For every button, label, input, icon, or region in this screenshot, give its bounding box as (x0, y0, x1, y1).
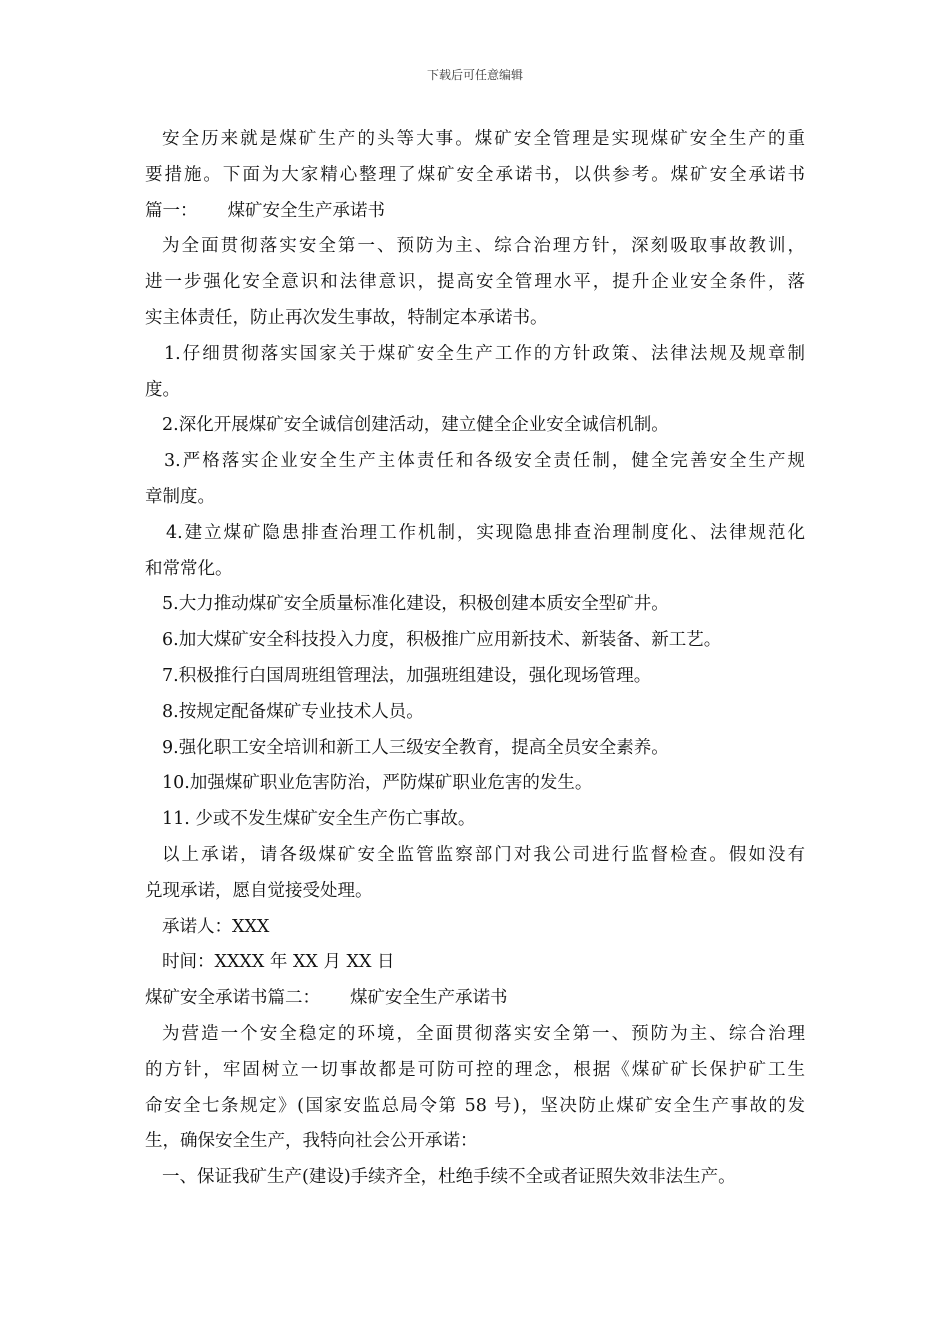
text-line (145, 802, 805, 838)
text-line (145, 1089, 805, 1125)
text-line (145, 1053, 805, 1089)
text-line (145, 945, 805, 981)
text-line (145, 408, 805, 444)
line-text: 为全面贯彻落实安全第一、预防为主、综合治理方针，深刻吸取事故教训， (162, 236, 805, 257)
text-line (145, 301, 805, 337)
text-line (145, 623, 805, 659)
section-heading (145, 194, 805, 230)
line-text: 章制度。 (145, 486, 215, 507)
text-line (145, 516, 805, 552)
text-line (145, 731, 805, 767)
line-text: 一、保证我矿生产(建设)手续齐全，杜绝手续不全或者证照失效非法生产。 (162, 1167, 736, 1188)
text-line (145, 838, 805, 874)
text-line (145, 122, 805, 158)
line-text: 安全历来就是煤矿生产的头等大事。煤矿安全管理是实现煤矿安全生产的重 (162, 129, 805, 149)
line-text: 1.仔细贯彻落实国家关于煤矿安全生产工作的方针政策、法律法规及规章制 (164, 343, 805, 364)
heading-title: 煤矿安全生产承诺书 (350, 988, 508, 1009)
line-text: 为营造一个安全稳定的环境，全面贯彻落实安全第一、预防为主、综合治理 (162, 1023, 805, 1044)
text-line (145, 1017, 805, 1053)
line-text: 要措施。下面为大家精心整理了煤矿安全承诺书，以供参考。煤矿安全承诺书 (145, 164, 805, 185)
line-text: 承诺人：XXX (162, 916, 270, 937)
line-text: 篇一： (145, 200, 198, 221)
heading-title: 煤矿安全生产承诺书 (227, 200, 385, 221)
line-text: 8.按规定配备煤矿专业技术人员。 (162, 701, 424, 722)
text-line (145, 659, 805, 695)
line-text: 3.严格落实企业安全生产主体责任和各级安全责任制，健全完善安全生产规 (164, 451, 805, 472)
line-text: 6.加大煤矿安全科技投入力度，积极推广应用新技术、新装备、新工艺。 (162, 630, 722, 651)
line-text: 11. 少或不发生煤矿安全生产伤亡事故。 (162, 809, 476, 830)
line-text: 2.深化开展煤矿安全诚信创建活动，建立健全企业安全诚信机制。 (162, 415, 669, 436)
text-line (145, 444, 805, 480)
line-text: 时间：XXXX 年 XX 月 XX 日 (162, 952, 395, 973)
line-text: 兑现承诺，愿自觉接受处理。 (145, 880, 373, 901)
text-line (145, 587, 805, 623)
line-text: 度。 (145, 379, 180, 400)
text-line (145, 874, 805, 910)
text-line (145, 480, 805, 516)
line-text: 4.建立煤矿隐患排查治理工作机制，实现隐患排查治理制度化、法律规范化 (166, 522, 805, 543)
text-line (145, 910, 805, 946)
line-text: 9.强化职工安全培训和新工人三级安全教育，提高全员安全素养。 (162, 737, 669, 758)
text-line (145, 158, 805, 194)
text-line (145, 229, 805, 265)
line-text: 煤矿安全承诺书篇二： (145, 988, 320, 1009)
line-text: 生，确保安全生产，我特向社会公开承诺： (145, 1131, 478, 1152)
line-text: 命安全七条规定》(国家安监总局令第 58 号)，坚决防止煤矿安全生产事故的发 (145, 1095, 805, 1116)
text-line (145, 265, 805, 301)
text-line (145, 337, 805, 373)
line-text: 的方针，牢固树立一切事故都是可防可控的理念，根据《煤矿矿长保护矿工生 (145, 1059, 805, 1080)
text-line (145, 1124, 805, 1160)
line-text: 10.加强煤矿职业危害防治，严防煤矿职业危害的发生。 (162, 773, 593, 794)
line-text: 实主体责任，防止再次发生事故，特制定本承诺书。 (145, 307, 548, 328)
line-text: 7.积极推行白国周班组管理法，加强班组建设，强化现场管理。 (162, 665, 652, 686)
document-body (145, 122, 805, 1196)
section-heading (145, 981, 805, 1017)
text-line (145, 552, 805, 588)
text-line (145, 766, 805, 802)
line-text: 以上承诺，请各级煤矿安全监管监察部门对我公司进行监督检查。假如没有 (162, 844, 805, 865)
text-line (145, 373, 805, 409)
page-header-note: 下载后可任意编辑 (426, 68, 523, 82)
text-line (145, 695, 805, 731)
text-line (145, 1160, 805, 1196)
line-text: 和常常化。 (145, 558, 233, 579)
line-text: 进一步强化安全意识和法律意识，提高安全管理水平，提升企业安全条件，落 (145, 272, 805, 293)
line-text: 5.大力推动煤矿安全质量标准化建设，积极创建本质安全型矿井。 (162, 594, 669, 615)
